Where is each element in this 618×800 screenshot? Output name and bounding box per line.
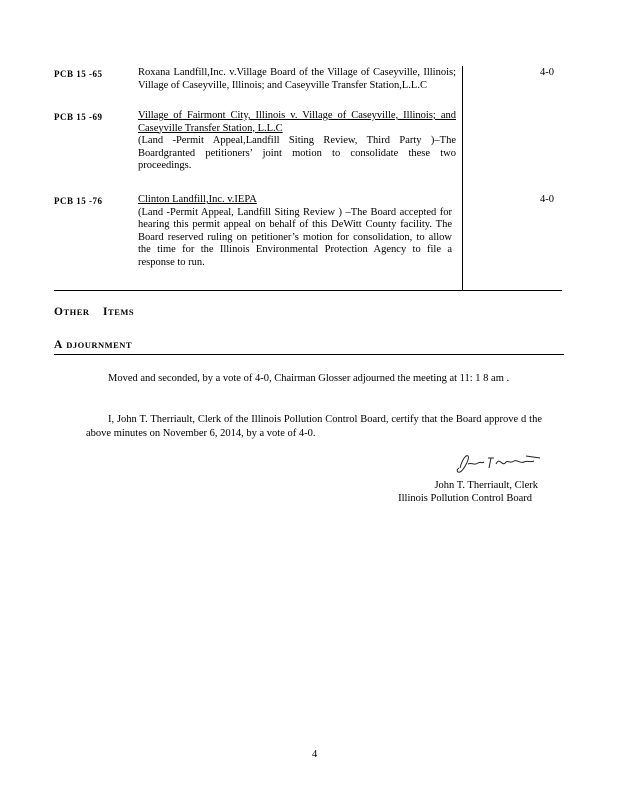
page-number: 4 <box>312 749 318 760</box>
case-3-title: Clinton Landfill,Inc. v.IEPA <box>138 194 257 205</box>
adjournment-paragraph: Moved and seconded, by a vote of 4-0, Chairman Glosser adjourned the meeting at 11: 1 8 am . <box>108 373 510 384</box>
case-number-2: PCB 15 -69 <box>54 112 103 122</box>
section-heading-other-items: OTHER ITEMS <box>54 306 135 318</box>
certification-paragraph: I, John T. Therriault, Clerk of the Illinois Pollution Control Board, certify that the Board approve d the above minutes on November 6, 2014, by a vote of 4-0. <box>86 414 542 439</box>
case-1-title: Roxana Landfill,Inc. v.Village Board of the Village of Caseyville, Illinois; Village of Caseyville, Illinois; and Caseyville Transfer Station,L.L.C <box>138 67 456 91</box>
case-3-description: (Land -Permit Appeal, Landfill Siting Review ) –The Board accepted for hearing this permit appeal on behalf of this DeWitt County facility. The Board reserved ruling on petitioner’s motion for consolidation, to allow the time for the Illinois Environmental Protection Agency to file a response to run. <box>138 206 452 268</box>
handwritten-signature <box>454 450 546 476</box>
case-2-title: Village of Fairmont City, Illinois v. Village of Caseyville, Illinois; and Caseyville Transfer Station, L.L.C <box>138 110 456 134</box>
signer-organization: Illinois Pollution Control Board <box>398 493 532 504</box>
case-1-vote: 4-0 <box>540 67 554 78</box>
table-bottom-rule <box>54 290 562 291</box>
case-1-block <box>138 67 456 92</box>
table-column-divider <box>462 66 463 290</box>
case-number-1: PCB 15 -65 <box>54 69 103 79</box>
case-number-3: PCB 15 -76 <box>54 196 103 206</box>
case-3-vote: 4-0 <box>540 194 554 205</box>
section-heading-adjournment: A DJOURNMENT <box>54 339 133 351</box>
case-2-description: (Land -Permit Appeal,Landfill Siting Review, Third Party )–The Boardgranted petitioners’ joint motion to consolidate these two proceedings. <box>138 135 456 171</box>
case-3-block <box>138 194 452 269</box>
case-2-block <box>138 110 456 173</box>
section-rule <box>54 354 564 355</box>
signer-name: John T. Therriault, Clerk <box>434 480 538 491</box>
